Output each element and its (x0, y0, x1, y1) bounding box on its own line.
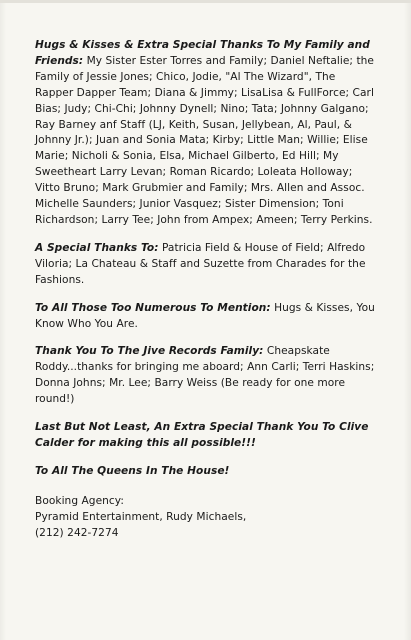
page-top-edge (0, 0, 411, 3)
special-thanks-body: Patricia Field & House of Field; Alfredo Viloria; La Chateau & Staff and Suzette from Charades for the Fashions. (35, 241, 366, 286)
family-friends-heading: Hugs & Kisses & Extra Special Thanks To My Family and Friends: (35, 39, 370, 67)
jive-records-paragraph (35, 344, 375, 408)
too-numerous-body: Hugs & Kisses, You Know Who You Are. (35, 301, 375, 330)
jive-records-body: Cheapskate Roddy...thanks for bringing me aboard; Ann Carli; Terri Haskins; Donna Johns; Mr. Lee; Barry Weiss (Be ready for one more round!) (35, 345, 375, 406)
booking-agency-company: Pyramid Entertainment, Rudy Michaels, (35, 510, 247, 523)
special-thanks-paragraph (35, 241, 375, 289)
queens-paragraph (35, 464, 375, 480)
booking-agency-label: Booking Agency: (35, 494, 124, 507)
too-numerous-heading: To All Those Too Numerous To Mention: (35, 301, 271, 314)
too-numerous-paragraph (35, 301, 375, 333)
queens-heading: To All The Queens In The House! (35, 464, 230, 477)
clive-calder-heading: Last But Not Least, An Extra Special Thank You To Clive Calder for making this all possible!!! (35, 421, 369, 449)
family-friends-paragraph (35, 38, 375, 229)
clive-calder-paragraph (35, 420, 375, 452)
thanks-text-block (35, 38, 375, 553)
booking-agency-phone: (212) 242-7274 (35, 526, 119, 539)
family-friends-body: My Sister Ester Torres and Family; Daniel Neftalie; the Family of Jessie Jones; Chico, Jodie, "Al The Wizard", The Rapper Dapper Team; Diana & Jimmy; LisaLisa & FullForce; Carl Bias; Judy; Chi-Chi; Johnny Dynell; Nino; Tata; Johnny Galgano; Ray Barney anf Staff (LJ, Keith, Susan, Jellybean, Al, Paul, & Johnny Jr.); Juan and Sonia Mata; Kirby; Little Man; Willie; Elise Marie; Nicholi & Sonia, Elsa, Michael Gilberto, Ed Hill; My Sweetheart Larry Levan; Roman Ricardo; Loleata Holloway; Vitto Bruno; Mark Grubmier and Family; Mrs. Allen and Assoc. Michelle Saunders; Junior Vasquez; Sister Dimension; Toni Richardson; Larry Tee; John from Ampex; Ameen; Terry Perkins. (35, 54, 374, 226)
special-thanks-heading: A Special Thanks To: (35, 241, 159, 254)
jive-records-heading: Thank You To The Jive Records Family: (35, 345, 264, 358)
booking-agency-block (35, 494, 375, 542)
